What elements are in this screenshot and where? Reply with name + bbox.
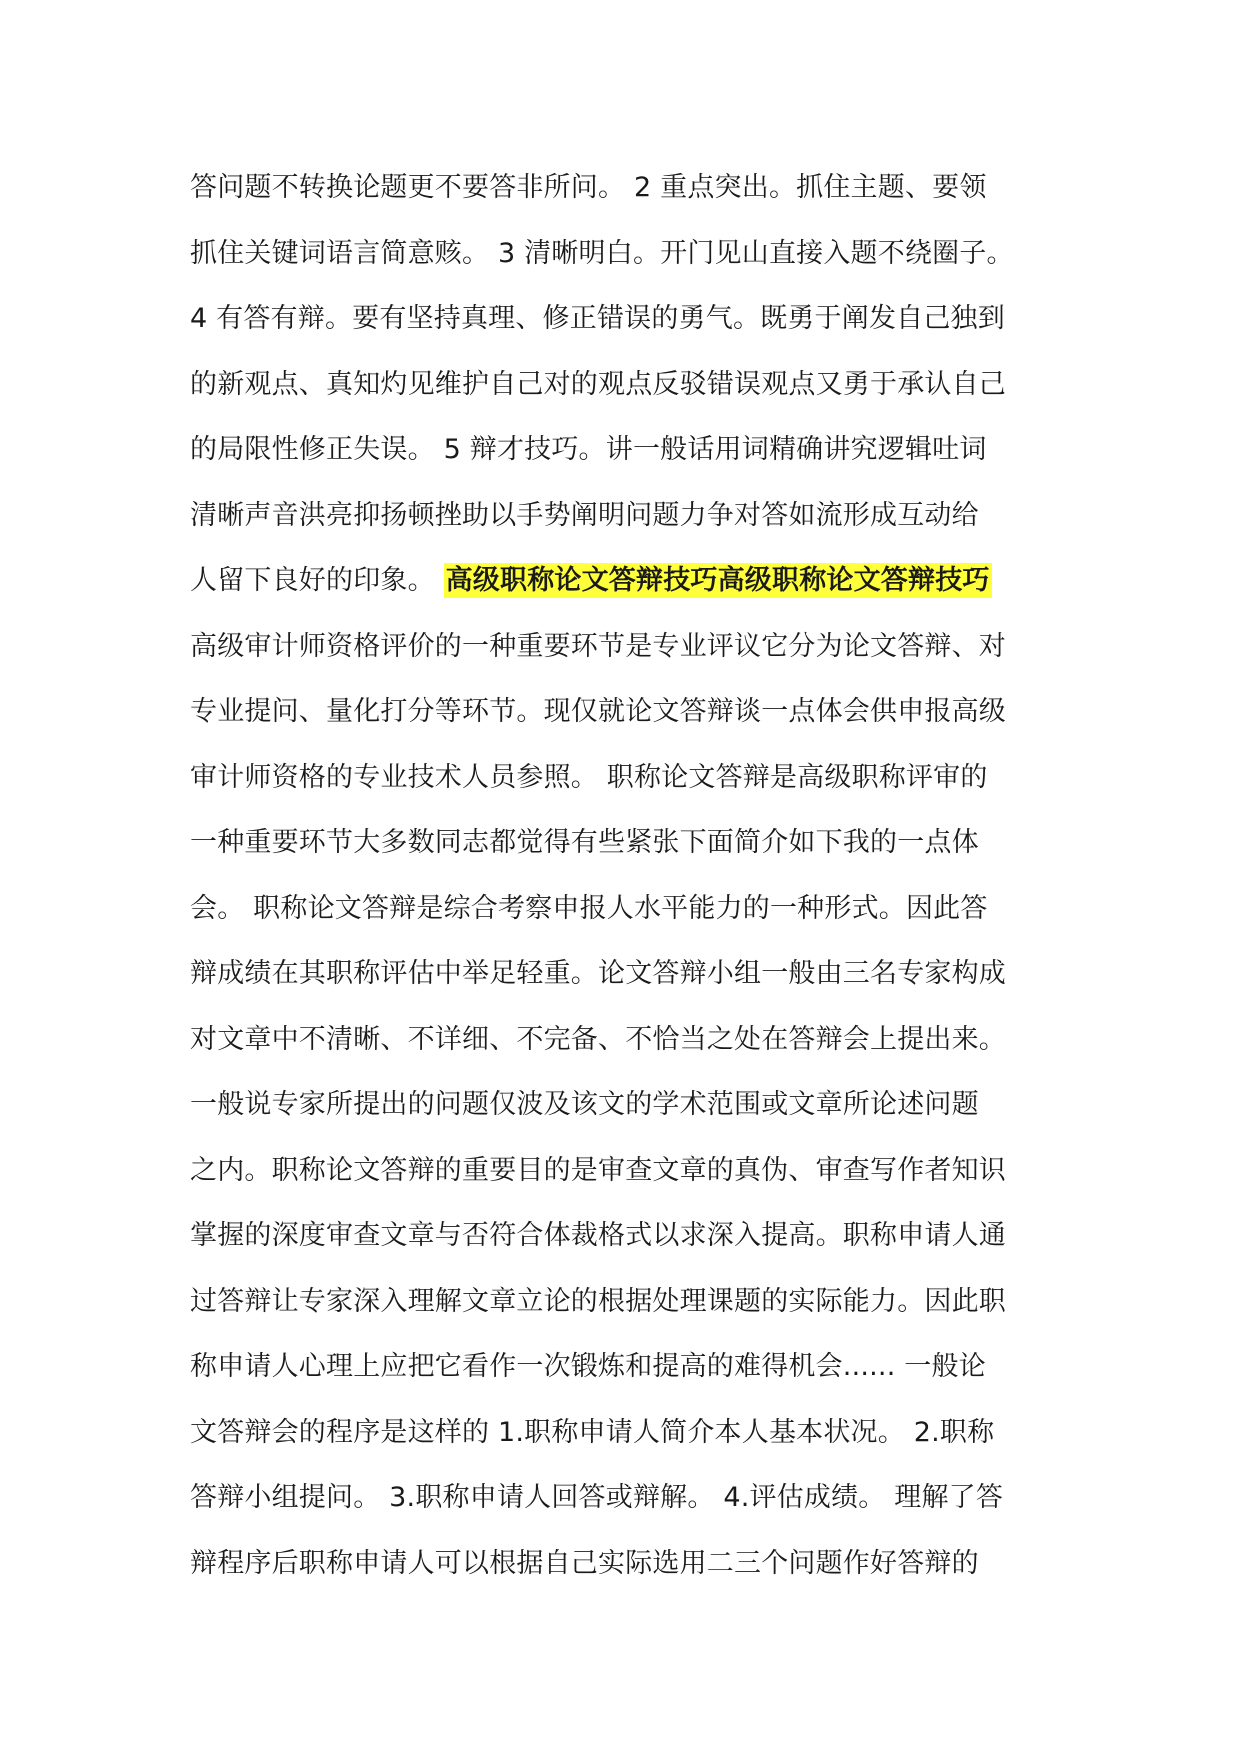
text-line xyxy=(190,1269,1070,1335)
line-text: 之内。职称论文答辩的重要目的是审查文章的真伪、审查写作者知识 xyxy=(190,1154,1006,1186)
text-line xyxy=(190,941,1070,1007)
line-text: 一般说专家所提出的问题仅波及该文的学术范围或文章所论述问题 xyxy=(190,1089,979,1120)
line-text: 高级审计师资格评价的一种重要环节是专业评议它分为论文答辩、对 xyxy=(190,630,1006,662)
text-line xyxy=(190,1400,1070,1466)
line-text: 答辩小组提问。 3.职称申请人回答或辩解。 4.评估成绩。 理解了答 xyxy=(190,1482,1004,1513)
text-line xyxy=(190,417,1070,483)
line-text: 4 有答有辩。要有坚持真理、修正错误的勇气。既勇于阐发自己独到 xyxy=(190,303,1005,334)
line-text: 对文章中不清晰、不详细、不完备、不恰当之处在答辩会上提出来。 xyxy=(190,1023,1006,1055)
text-line xyxy=(190,745,1070,811)
line-text: 辩成绩在其职称评估中举足轻重。论文答辩小组一般由三名专家构成 xyxy=(190,958,1006,989)
line-text: 专业提问、量化打分等环节。现仅就论文答辩谈一点体会供申报高级 xyxy=(190,696,1006,727)
line-text: 会。 职称论文答辩是综合考察申报人水平能力的一种形式。因此答 xyxy=(190,892,988,924)
text-line xyxy=(190,1531,1070,1597)
text-line xyxy=(190,1007,1070,1073)
line-text: 答问题不转换论题更不要答非所问。 2 重点突出。抓住主题、要领 xyxy=(190,172,987,203)
line-text: 一种重要环节大多数同志都觉得有些紧张下面简介如下我的一点体 xyxy=(190,827,979,858)
line-text: 抓住关键词语言简意赅。 3 清晰明白。开门见山直接入题不绕圈子。 xyxy=(190,237,1014,269)
line-text: 审计师资格的专业技术人员参照。 职称论文答辩是高级职称评审的 xyxy=(190,761,988,793)
line-text: 的局限性修正失误。 5 辩才技巧。讲一般话用词精确讲究逻辑吐词 xyxy=(190,434,987,465)
text-line xyxy=(190,352,1070,418)
line-text: 的新观点、真知灼见维护自己对的观点反驳错误观点又勇于承认自己 xyxy=(190,368,1006,400)
text-line xyxy=(190,876,1070,942)
text-line xyxy=(190,1203,1070,1269)
text-line xyxy=(190,1465,1070,1531)
text-line xyxy=(190,155,1070,221)
text-line xyxy=(190,483,1070,549)
text-line xyxy=(190,810,1070,876)
line-text: 文答辩会的程序是这样的 1.职称申请人简介本人基本状况。 2.职称 xyxy=(190,1416,995,1448)
text-line xyxy=(190,614,1070,680)
line-text: 人留下良好的印象。 xyxy=(190,565,444,596)
line-text: 过答辩让专家深入理解文章立论的根据处理课题的实际能力。因此职 xyxy=(190,1285,1006,1317)
highlighted-heading: 高级职称论文答辩技巧高级职称论文答辩技巧 xyxy=(445,565,990,596)
text-line xyxy=(190,1138,1070,1204)
line-text: 清晰声音洪亮抑扬顿挫助以手势阐明问题力争对答如流形成互动给 xyxy=(190,499,979,531)
text-line xyxy=(190,286,1070,352)
line-text: 辩程序后职称申请人可以根据自己实际选用二三个问题作好答辩的 xyxy=(190,1547,979,1579)
text-line xyxy=(190,1334,1070,1400)
text-line xyxy=(190,221,1070,287)
text-line xyxy=(190,679,1070,745)
line-text: 称申请人心理上应把它看作一次锻炼和提高的难得机会...... 一般论 xyxy=(190,1351,986,1382)
body-text xyxy=(190,155,1070,1596)
text-line xyxy=(190,1072,1070,1138)
line-text: 掌握的深度审查文章与否符合体裁格式以求深入提高。职称申请人通 xyxy=(190,1220,1006,1251)
text-line xyxy=(190,548,1070,614)
